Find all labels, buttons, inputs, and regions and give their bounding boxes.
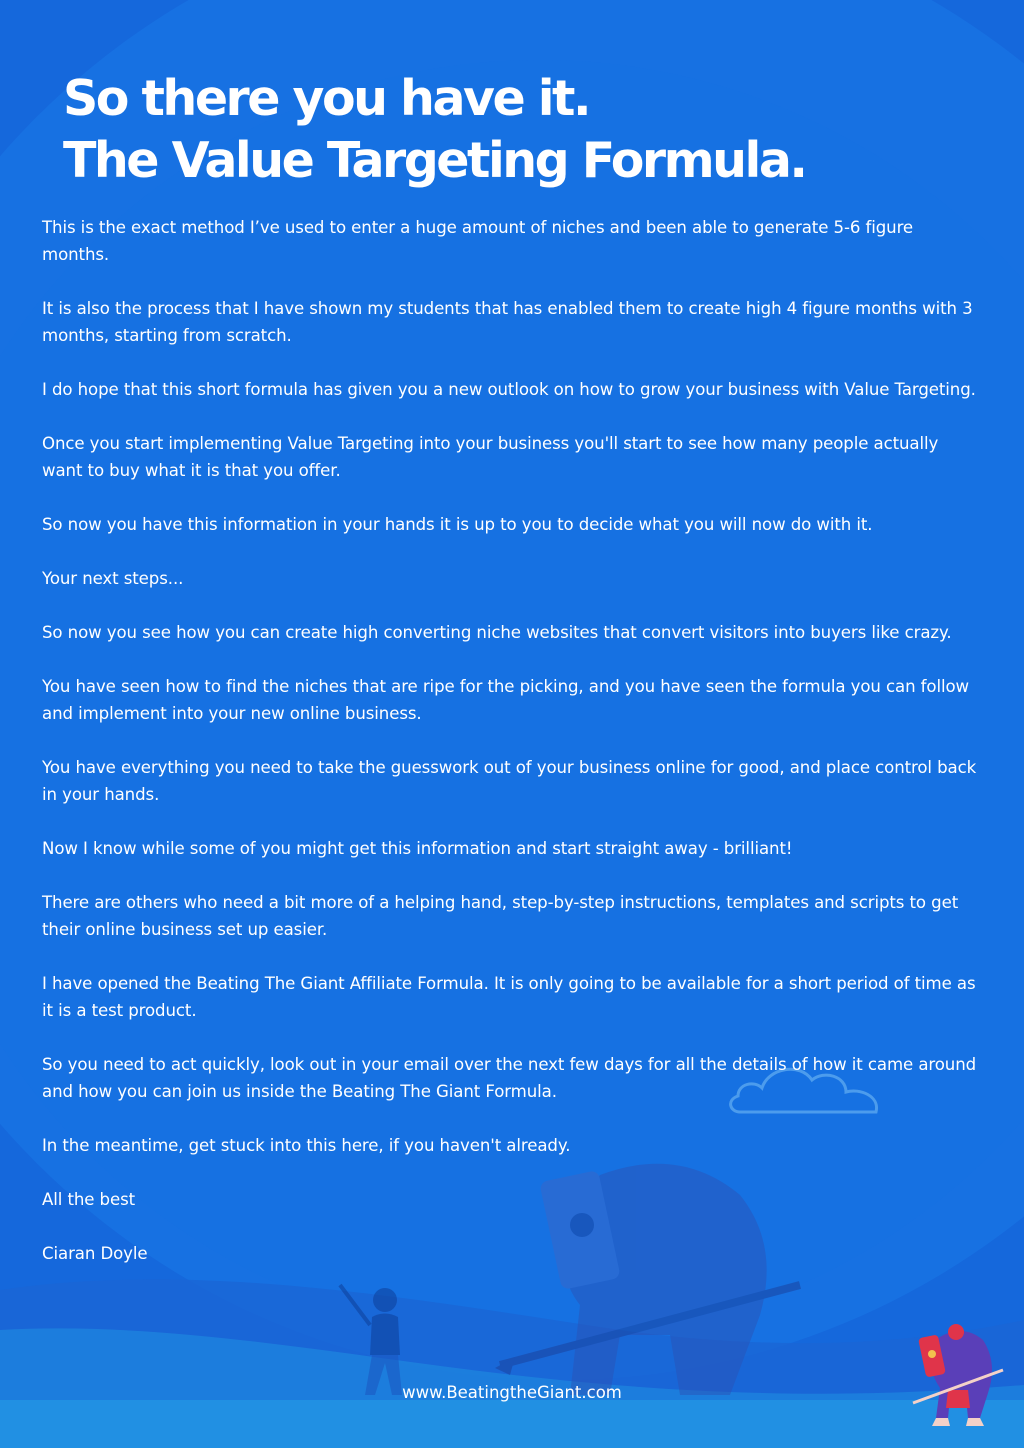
paragraph: Once you start implementing Value Targeting into your business you'll start to see how many people actually want to buy what it is that you offer.: [42, 434, 939, 480]
paragraph: It is also the process that I have shown my students that has enabled them to create high 4 figure months with 3 months, starting from scratch.: [42, 299, 973, 345]
paragraph: There are others who need a bit more of a helping hand, step-by-step instructions, templates and scripts to get their online business set up easier.: [42, 893, 959, 939]
sign-off: All the best: [42, 1190, 136, 1209]
paragraph: I have opened the Beating The Giant Affiliate Formula. It is only going to be available for a short period of time as it is a test product.: [42, 974, 976, 1020]
paragraph: So now you have this information in your hands it is up to you to decide what you will now do with it.: [42, 515, 873, 534]
title-line-2: The Value Targeting Formula.: [63, 132, 806, 189]
paragraph: Now I know while some of you might get this information and start straight away - brilliant!: [42, 839, 793, 858]
paragraph: Your next steps...: [42, 569, 184, 588]
page-title: [63, 68, 806, 192]
paragraph: This is the exact method I’ve used to enter a huge amount of niches and been able to generate 5-6 figure months.: [42, 218, 914, 264]
paragraph: You have seen how to find the niches that are ripe for the picking, and you have seen the formula you can follow and implement into your new online business.: [42, 677, 970, 723]
author-name: Ciaran Doyle: [42, 1244, 148, 1263]
paragraph: You have everything you need to take the guesswork out of your business online for good, and place control back in your hands.: [42, 758, 977, 804]
paragraph: So now you see how you can create high converting niche websites that convert visitors into buyers like crazy.: [42, 623, 952, 642]
paragraph: I do hope that this short formula has given you a new outlook on how to grow your business with Value Targeting.: [42, 380, 976, 399]
title-line-1: So there you have it.: [63, 70, 590, 127]
body-text: [42, 214, 982, 1294]
paragraph: In the meantime, get stuck into this here, if you haven't already.: [42, 1136, 571, 1155]
paragraph: So you need to act quickly, look out in your email over the next few days for all the details of how it came around and how you can join us inside the Beating The Giant Formula.: [42, 1055, 977, 1101]
website-link[interactable]: www.BeatingtheGiant.com: [402, 1383, 622, 1402]
